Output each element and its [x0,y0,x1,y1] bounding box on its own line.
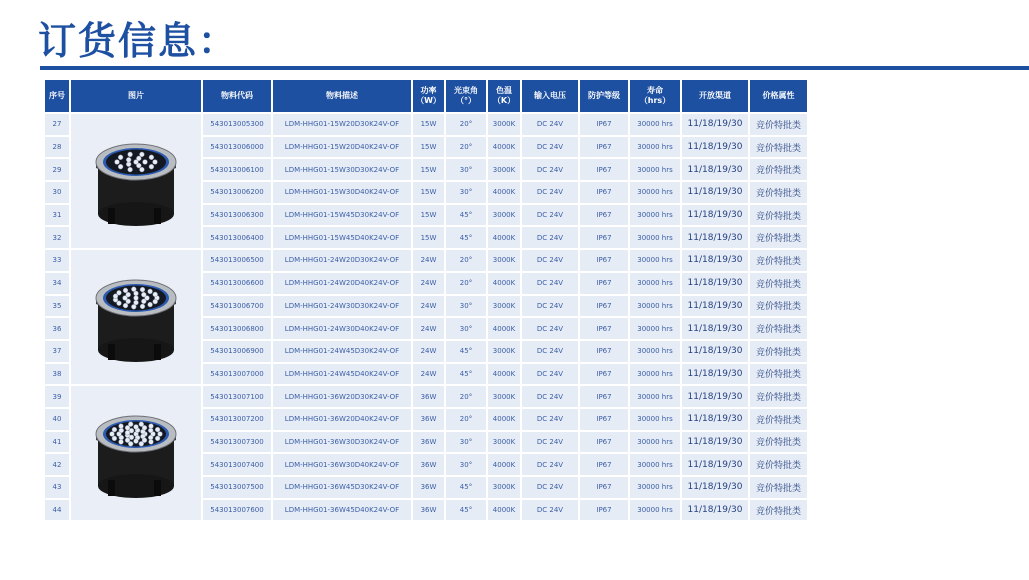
cell-beam-angle: 20° [446,114,486,135]
cell-price-type: 竞价特批类 [750,318,807,339]
cell-lifetime: 30000 hrs [630,182,680,203]
cell-index: 30 [45,182,69,203]
cell-index: 39 [45,386,69,407]
cell-description: LDM-HHG01-15W20D30K24V-OF [273,114,411,135]
cell-lifetime: 30000 hrs [630,477,680,498]
cell-color-temp: 4000K [488,500,520,521]
cell-lifetime: 30000 hrs [630,454,680,475]
cell-ip-rating: IP67 [580,296,628,317]
cell-beam-angle: 20° [446,409,486,430]
cell-beam-angle: 20° [446,273,486,294]
cell-ip-rating: IP67 [580,137,628,158]
cell-color-temp: 4000K [488,137,520,158]
cell-power: 15W [413,114,444,135]
table-row [45,114,807,135]
inground-light-15w-icon [90,122,182,240]
cell-power: 24W [413,296,444,317]
cell-index: 43 [45,477,69,498]
cell-index: 42 [45,454,69,475]
cell-input-voltage: DC 24V [522,318,578,339]
cell-lifetime: 30000 hrs [630,159,680,180]
header-col-image: 图片 [71,80,201,112]
header-col-ip-rating: 防护等级 [580,80,628,112]
cell-beam-angle: 45° [446,364,486,385]
cell-lifetime: 30000 hrs [630,409,680,430]
cell-power: 24W [413,250,444,271]
cell-price-type: 竞价特批类 [750,500,807,521]
cell-description: LDM-HHG01-24W20D30K24V-OF [273,250,411,271]
cell-price-type: 竞价特批类 [750,227,807,248]
cell-description: LDM-HHG01-36W45D40K24V-OF [273,500,411,521]
cell-beam-angle: 30° [446,296,486,317]
cell-index: 40 [45,409,69,430]
cell-input-voltage: DC 24V [522,500,578,521]
table-body [45,114,807,520]
cell-index: 41 [45,432,69,453]
cell-description: LDM-HHG01-36W45D30K24V-OF [273,477,411,498]
cell-index: 32 [45,227,69,248]
cell-ip-rating: IP67 [580,227,628,248]
cell-ip-rating: IP67 [580,182,628,203]
header-col-description: 物料描述 [273,80,411,112]
cell-beam-angle: 20° [446,137,486,158]
cell-power: 36W [413,477,444,498]
cell-channel: 11/18/19/30 [682,477,748,498]
cell-power: 24W [413,318,444,339]
cell-material-code: 543013007100 [203,386,271,407]
cell-lifetime: 30000 hrs [630,318,680,339]
cell-power: 36W [413,500,444,521]
cell-lifetime: 30000 hrs [630,364,680,385]
cell-description: LDM-HHG01-24W30D40K24V-OF [273,318,411,339]
cell-lifetime: 30000 hrs [630,432,680,453]
cell-lifetime: 30000 hrs [630,250,680,271]
cell-channel: 11/18/19/30 [682,205,748,226]
cell-ip-rating: IP67 [580,341,628,362]
cell-color-temp: 3000K [488,296,520,317]
cell-color-temp: 3000K [488,114,520,135]
cell-beam-angle: 20° [446,386,486,407]
cell-lifetime: 30000 hrs [630,296,680,317]
cell-channel: 11/18/19/30 [682,318,748,339]
cell-price-type: 竞价特批类 [750,159,807,180]
header-col-lifetime: 寿命 （hrs） [630,80,680,112]
cell-beam-angle: 45° [446,477,486,498]
cell-power: 24W [413,341,444,362]
cell-color-temp: 4000K [488,364,520,385]
cell-ip-rating: IP67 [580,386,628,407]
cell-ip-rating: IP67 [580,409,628,430]
cell-input-voltage: DC 24V [522,205,578,226]
cell-description: LDM-HHG01-15W20D40K24V-OF [273,137,411,158]
cell-index: 34 [45,273,69,294]
cell-color-temp: 4000K [488,273,520,294]
cell-price-type: 竞价特批类 [750,364,807,385]
cell-description: LDM-HHG01-36W30D30K24V-OF [273,432,411,453]
cell-price-type: 竞价特批类 [750,432,807,453]
cell-material-code: 543013007000 [203,364,271,385]
cell-lifetime: 30000 hrs [630,227,680,248]
cell-input-voltage: DC 24V [522,341,578,362]
cell-color-temp: 3000K [488,159,520,180]
cell-material-code: 543013007400 [203,454,271,475]
cell-index: 28 [45,137,69,158]
header-col-beam-angle: 光束角 （°） [446,80,486,112]
table-header [45,80,807,112]
header-col-material-code: 物料代码 [203,80,271,112]
cell-channel: 11/18/19/30 [682,227,748,248]
cell-material-code: 543013006400 [203,227,271,248]
cell-description: LDM-HHG01-15W30D30K24V-OF [273,159,411,180]
cell-color-temp: 4000K [488,318,520,339]
cell-input-voltage: DC 24V [522,273,578,294]
cell-index: 38 [45,364,69,385]
cell-input-voltage: DC 24V [522,114,578,135]
cell-material-code: 543013005300 [203,114,271,135]
cell-power: 15W [413,227,444,248]
cell-ip-rating: IP67 [580,114,628,135]
cell-material-code: 543013006800 [203,318,271,339]
cell-channel: 11/18/19/30 [682,409,748,430]
cell-color-temp: 3000K [488,250,520,271]
cell-input-voltage: DC 24V [522,454,578,475]
cell-input-voltage: DC 24V [522,159,578,180]
cell-ip-rating: IP67 [580,273,628,294]
cell-beam-angle: 45° [446,341,486,362]
page-title: 订货信息： [38,19,239,63]
cell-input-voltage: DC 24V [522,250,578,271]
cell-index: 44 [45,500,69,521]
cell-power: 15W [413,137,444,158]
cell-material-code: 543013006700 [203,296,271,317]
cell-beam-angle: 30° [446,159,486,180]
cell-ip-rating: IP67 [580,318,628,339]
cell-ip-rating: IP67 [580,432,628,453]
cell-input-voltage: DC 24V [522,182,578,203]
cell-channel: 11/18/19/30 [682,341,748,362]
product-image [71,250,201,384]
cell-description: LDM-HHG01-15W45D40K24V-OF [273,227,411,248]
cell-index: 29 [45,159,69,180]
cell-price-type: 竞价特批类 [750,182,807,203]
inground-light-24w-icon [90,258,182,376]
cell-input-voltage: DC 24V [522,296,578,317]
cell-beam-angle: 30° [446,318,486,339]
cell-beam-angle: 20° [446,250,486,271]
cell-power: 36W [413,454,444,475]
cell-lifetime: 30000 hrs [630,341,680,362]
header-col-color-temp: 色温 （K） [488,80,520,112]
cell-lifetime: 30000 hrs [630,205,680,226]
cell-price-type: 竞价特批类 [750,409,807,430]
cell-beam-angle: 30° [446,182,486,203]
cell-power: 15W [413,182,444,203]
cell-input-voltage: DC 24V [522,409,578,430]
cell-input-voltage: DC 24V [522,137,578,158]
cell-price-type: 竞价特批类 [750,205,807,226]
header-col-input-voltage: 输入电压 [522,80,578,112]
table-row [45,250,807,271]
cell-material-code: 543013006900 [203,341,271,362]
cell-description: LDM-HHG01-15W30D40K24V-OF [273,182,411,203]
cell-channel: 11/18/19/30 [682,137,748,158]
table-row [45,386,807,407]
cell-channel: 11/18/19/30 [682,273,748,294]
cell-price-type: 竞价特批类 [750,250,807,271]
cell-description: LDM-HHG01-24W20D40K24V-OF [273,273,411,294]
cell-beam-angle: 45° [446,227,486,248]
cell-material-code: 543013006000 [203,137,271,158]
cell-price-type: 竞价特批类 [750,137,807,158]
cell-price-type: 竞价特批类 [750,341,807,362]
cell-lifetime: 30000 hrs [630,500,680,521]
cell-index: 27 [45,114,69,135]
cell-ip-rating: IP67 [580,250,628,271]
cell-power: 24W [413,273,444,294]
ordering-table [43,78,809,522]
cell-price-type: 竞价特批类 [750,477,807,498]
cell-channel: 11/18/19/30 [682,500,748,521]
cell-price-type: 竞价特批类 [750,386,807,407]
product-image [71,114,201,248]
cell-index: 33 [45,250,69,271]
cell-lifetime: 30000 hrs [630,273,680,294]
cell-power: 36W [413,432,444,453]
cell-material-code: 543013006300 [203,205,271,226]
cell-color-temp: 3000K [488,477,520,498]
cell-channel: 11/18/19/30 [682,454,748,475]
cell-material-code: 543013007300 [203,432,271,453]
cell-color-temp: 4000K [488,227,520,248]
cell-index: 31 [45,205,69,226]
cell-input-voltage: DC 24V [522,432,578,453]
title-divider [40,66,1029,70]
cell-beam-angle: 45° [446,500,486,521]
cell-power: 36W [413,409,444,430]
cell-description: LDM-HHG01-24W45D40K24V-OF [273,364,411,385]
cell-color-temp: 3000K [488,205,520,226]
cell-description: LDM-HHG01-36W20D40K24V-OF [273,409,411,430]
cell-price-type: 竞价特批类 [750,114,807,135]
header-col-price-type: 价格属性 [750,80,807,112]
cell-input-voltage: DC 24V [522,364,578,385]
cell-color-temp: 3000K [488,341,520,362]
cell-lifetime: 30000 hrs [630,114,680,135]
header-col-channel: 开放渠道 [682,80,748,112]
cell-index: 35 [45,296,69,317]
cell-price-type: 竞价特批类 [750,454,807,475]
cell-color-temp: 4000K [488,454,520,475]
cell-beam-angle: 45° [446,205,486,226]
cell-ip-rating: IP67 [580,500,628,521]
header-col-index: 序号 [45,80,69,112]
cell-power: 15W [413,205,444,226]
cell-channel: 11/18/19/30 [682,296,748,317]
cell-index: 37 [45,341,69,362]
cell-channel: 11/18/19/30 [682,432,748,453]
cell-color-temp: 3000K [488,432,520,453]
cell-input-voltage: DC 24V [522,477,578,498]
cell-power: 15W [413,159,444,180]
cell-material-code: 543013006100 [203,159,271,180]
cell-channel: 11/18/19/30 [682,250,748,271]
cell-ip-rating: IP67 [580,477,628,498]
cell-material-code: 543013006600 [203,273,271,294]
cell-description: LDM-HHG01-15W45D30K24V-OF [273,205,411,226]
cell-power: 36W [413,386,444,407]
cell-material-code: 543013007200 [203,409,271,430]
cell-color-temp: 3000K [488,386,520,407]
cell-channel: 11/18/19/30 [682,364,748,385]
product-image [71,386,201,520]
cell-input-voltage: DC 24V [522,227,578,248]
header-col-power: 功率 （W） [413,80,444,112]
cell-price-type: 竞价特批类 [750,273,807,294]
cell-ip-rating: IP67 [580,159,628,180]
cell-ip-rating: IP67 [580,364,628,385]
cell-channel: 11/18/19/30 [682,182,748,203]
cell-description: LDM-HHG01-24W45D30K24V-OF [273,341,411,362]
cell-channel: 11/18/19/30 [682,159,748,180]
cell-color-temp: 4000K [488,182,520,203]
cell-input-voltage: DC 24V [522,386,578,407]
cell-channel: 11/18/19/30 [682,114,748,135]
cell-ip-rating: IP67 [580,454,628,475]
cell-ip-rating: IP67 [580,205,628,226]
cell-lifetime: 30000 hrs [630,137,680,158]
cell-beam-angle: 30° [446,432,486,453]
cell-lifetime: 30000 hrs [630,386,680,407]
cell-description: LDM-HHG01-24W30D30K24V-OF [273,296,411,317]
cell-material-code: 543013007600 [203,500,271,521]
inground-light-36w-icon [90,394,182,512]
cell-material-code: 543013006500 [203,250,271,271]
cell-color-temp: 4000K [488,409,520,430]
cell-material-code: 543013006200 [203,182,271,203]
cell-index: 36 [45,318,69,339]
cell-material-code: 543013007500 [203,477,271,498]
cell-price-type: 竞价特批类 [750,296,807,317]
cell-description: LDM-HHG01-36W30D40K24V-OF [273,454,411,475]
cell-description: LDM-HHG01-36W20D30K24V-OF [273,386,411,407]
cell-beam-angle: 30° [446,454,486,475]
cell-channel: 11/18/19/30 [682,386,748,407]
cell-power: 24W [413,364,444,385]
